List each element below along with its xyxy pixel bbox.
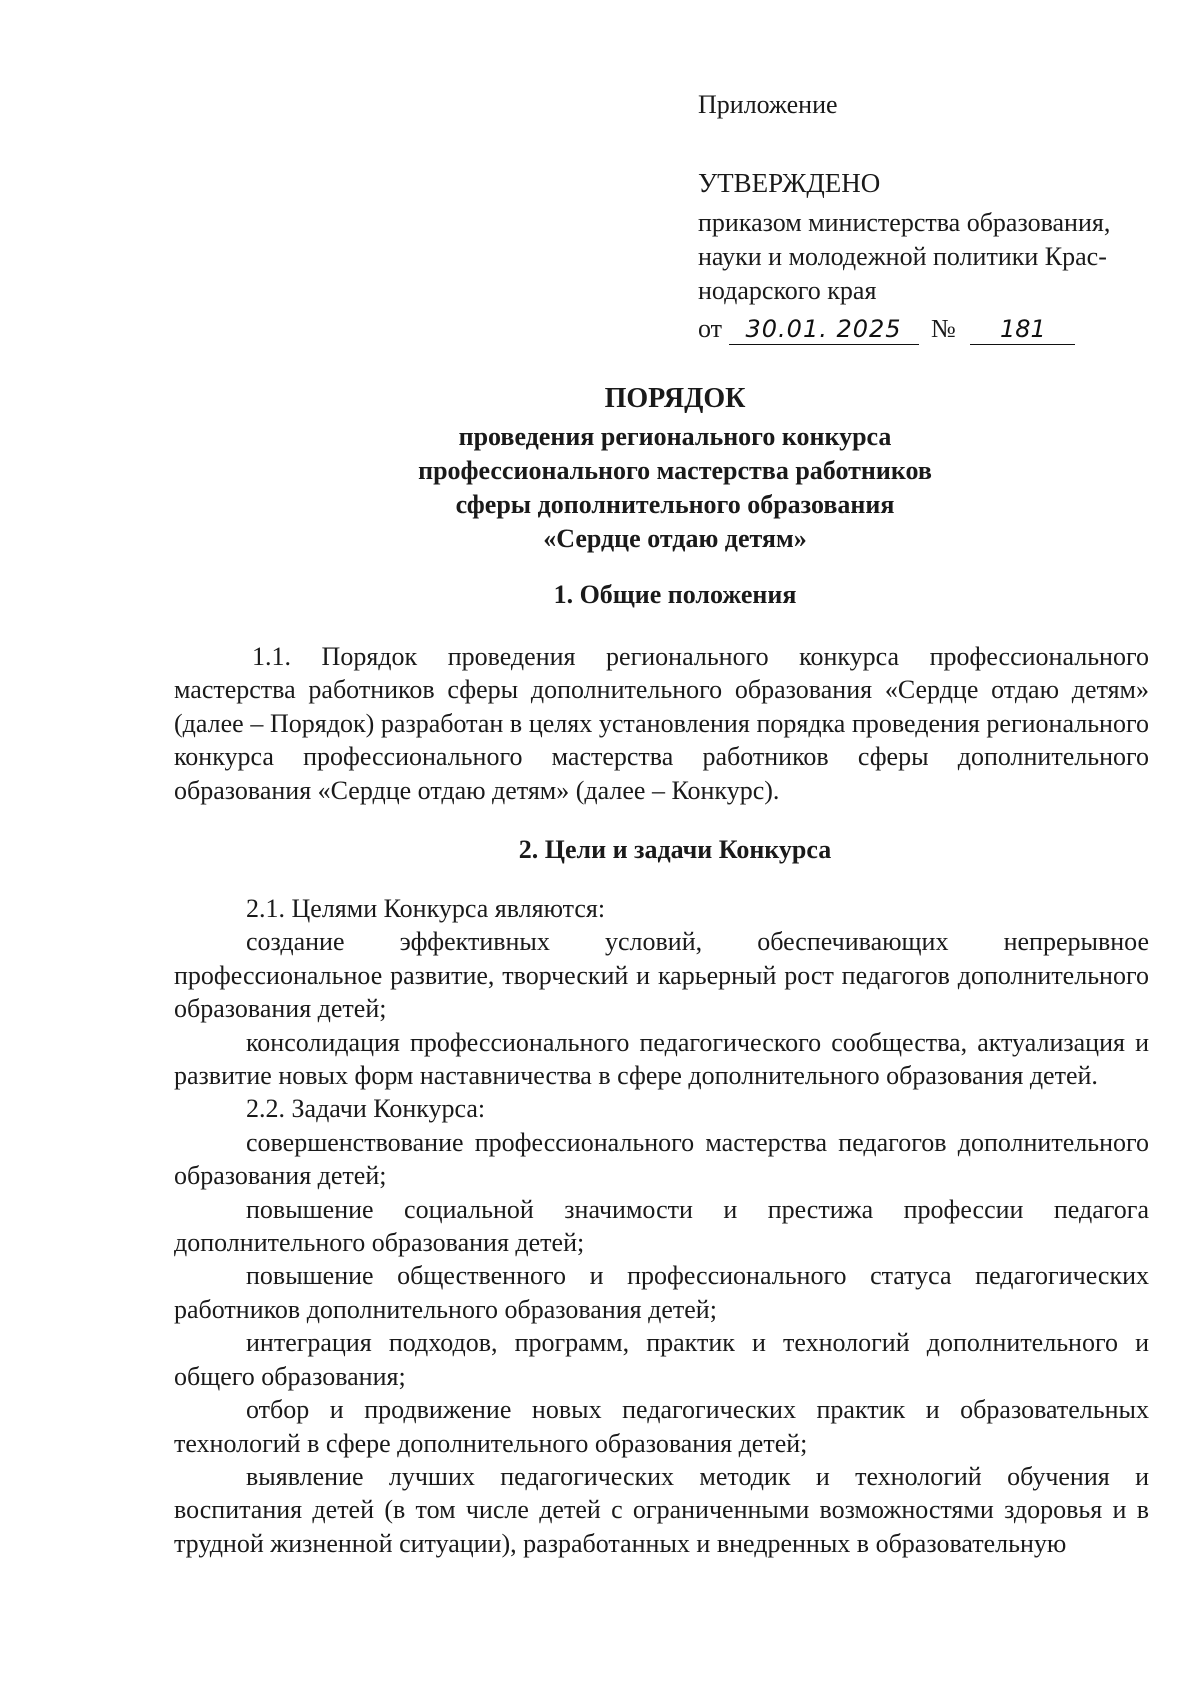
title-line: сферы дополнительного образования (455, 490, 895, 519)
goal-item: консолидация профессионального педагогического сообщества, актуализация и развитие новых форм наставничества в сфере дополнительного образования детей. (174, 1027, 1149, 1091)
order-date-line (698, 312, 1158, 346)
section-1-heading: 1. Общие положения (553, 580, 797, 609)
approval-block (698, 88, 1158, 346)
section-2-body (174, 892, 1149, 1560)
document-title (170, 382, 1180, 556)
task-item: интеграция подходов, программ, практик и технологий дополнительного и общего образования; (174, 1328, 1149, 1391)
tasks-heading: 2.2. Задачи Конкурса: (246, 1094, 486, 1124)
handwritten-number: 181 (970, 314, 1075, 345)
title-line: «Сердце отдаю детям» (543, 524, 807, 553)
title-main: ПОРЯДОК (604, 383, 746, 414)
task-item: отбор и продвижение новых педагогических практик и образовательных технологий в сфере дополнительного образования детей; (174, 1395, 1149, 1458)
section-2-heading: 2. Цели и задачи Конкурса (518, 835, 832, 864)
task-item: совершенствование профессионального мастерства педагогов дополнительного образования детей; (174, 1127, 1149, 1191)
goal-item: создание эффективных условий, обеспечивающих непрерывное профессиональное развитие, творческий и карьерный рост педагогов дополнительного образования детей; (174, 927, 1149, 1024)
approval-line: нодарского края (698, 276, 877, 305)
annex-label: Приложение (698, 90, 838, 119)
number-sign: № (931, 314, 956, 343)
task-item: повышение общественного и профессионального статуса педагогических работников дополнительного образования детей; (174, 1261, 1149, 1324)
handwritten-date: 30.01. 2025 (729, 314, 919, 345)
goals-heading: 2.1. Целями Конкурса являются: (246, 894, 606, 923)
paragraph-1-1 (174, 640, 1149, 807)
approved-label: УТВЕРЖДЕНО (698, 168, 881, 198)
task-item: повышение социальной значимости и престижа профессии педагога дополнительного образования детей; (174, 1194, 1149, 1258)
title-line: профессионального мастерства работников (418, 456, 932, 485)
title-line: проведения регионального конкурса (458, 422, 892, 451)
task-item: выявление лучших педагогических методик и технологий обучения и воспитания детей (в том числе детей с ограниченными возможностями здоровья и в трудной жизненной ситуации), разработанных и внедренных в образовательную (174, 1461, 1149, 1558)
date-prefix: от (698, 314, 723, 343)
approval-line: науки и молодежной политики Крас- (698, 242, 1107, 271)
paragraph-text: 1.1. Порядок проведения регионального конкурса профессионального мастерства работников сферы дополнительного образования «Сердце отдаю детям» (далее – Порядок) разработан в целях установления порядка проведения регионального конкурса профессионального мастерства работников сферы дополнительного образования «Сердце отдаю детям» (далее – Конкурс). (174, 642, 1149, 805)
approval-line: приказом министерства образования, (698, 208, 1111, 237)
